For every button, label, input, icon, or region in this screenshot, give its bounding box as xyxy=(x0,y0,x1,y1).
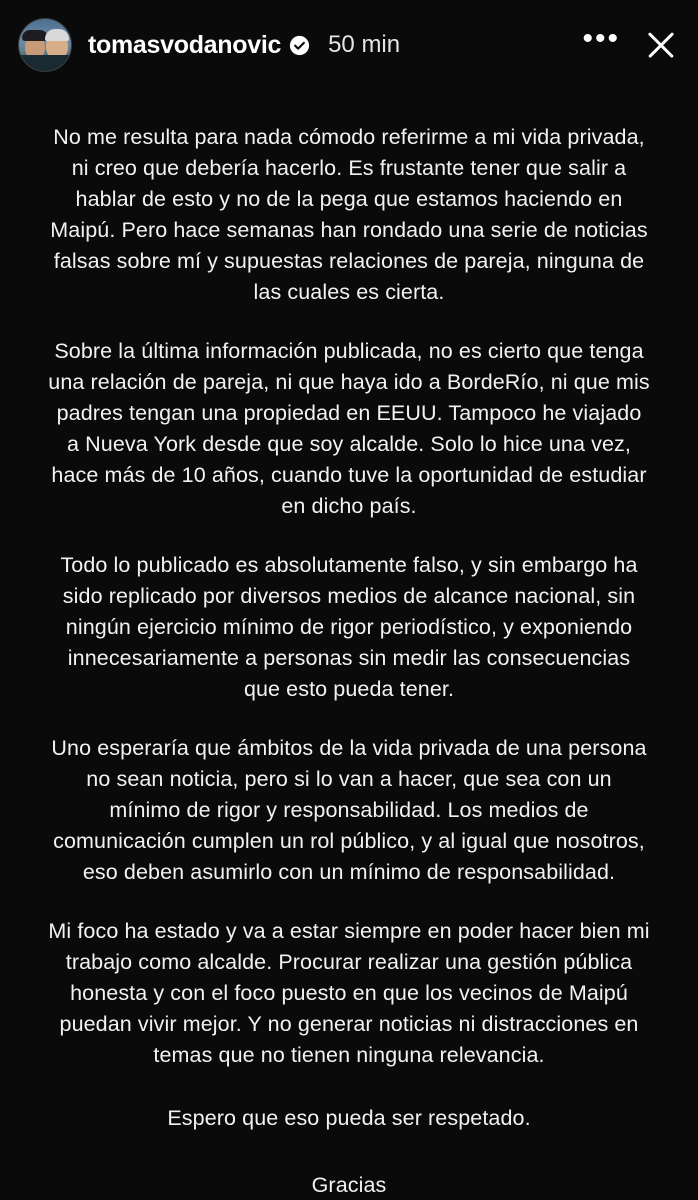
story-paragraph: Espero que eso pueda ser respetado. xyxy=(167,1106,531,1130)
username[interactable]: tomasvodanovic xyxy=(88,30,282,59)
more-options-button[interactable]: ••• xyxy=(582,22,620,55)
story-paragraph: Sobre la última información publicada, no es cierto que tenga una relación de pareja, ni que haya ido a BordeRío, ni que mis padres tengan una propiedad en EEUU. Tampoco he viajado a Nueva York desde que soy alcalde. Solo lo hice una vez, hace más de 10 años, cuando tuve la oportunidad de estudiar en dicho país. xyxy=(48,339,650,518)
story-paragraph: Todo lo publicado es absolutamente falso, y sin embargo ha sido replicado por diversos medios de alcance nacional, sin ningún ejercicio mínimo de rigor periodístico, y exponiendo innecesariamente a personas sin medir las consecuencias que esto pueda tener. xyxy=(60,553,638,701)
verified-badge-icon xyxy=(289,35,310,56)
avatar-foreground xyxy=(19,55,71,71)
account-info xyxy=(88,31,582,60)
close-icon[interactable] xyxy=(644,28,678,62)
timestamp: 50 min xyxy=(328,31,401,58)
story-paragraph: No me resulta para nada cómodo referirme a mi vida privada, ni creo que debería hacerlo. Es frustante tener que salir a hablar de esto y no de la pega que estamos haciendo en Maipú. Pero hace semanas han rondado una serie de noticias falsas sobre mí y supuestas relaciones de pareja, ninguna de las cuales es cierta. xyxy=(50,125,648,304)
story-header xyxy=(0,0,698,76)
avatar-hair xyxy=(45,29,69,41)
avatar[interactable] xyxy=(18,18,72,72)
story-text-content xyxy=(0,76,698,1200)
story-paragraph: Uno esperaría que ámbitos de la vida privada de una persona no sean noticia, pero si lo van a hacer, que sea con un mínimo de rigor y responsabilidad. Los medios de comunicación cumplen un rol público, y al igual que nosotros, eso deben asumirlo con un mínimo de responsabilidad. xyxy=(51,736,647,884)
story-paragraph: Mi foco ha estado y va a estar siempre en poder hacer bien mi trabajo como alcalde. Procurar realizar una gestión pública honesta y con el foco puesto en que los vecinos de Maipú puedan vivir mejor. Y no generar noticias ni distracciones en temas que no tienen ninguna relevancia. xyxy=(48,919,650,1067)
header-actions xyxy=(582,22,678,62)
story-paragraph: Gracias xyxy=(311,1173,387,1197)
